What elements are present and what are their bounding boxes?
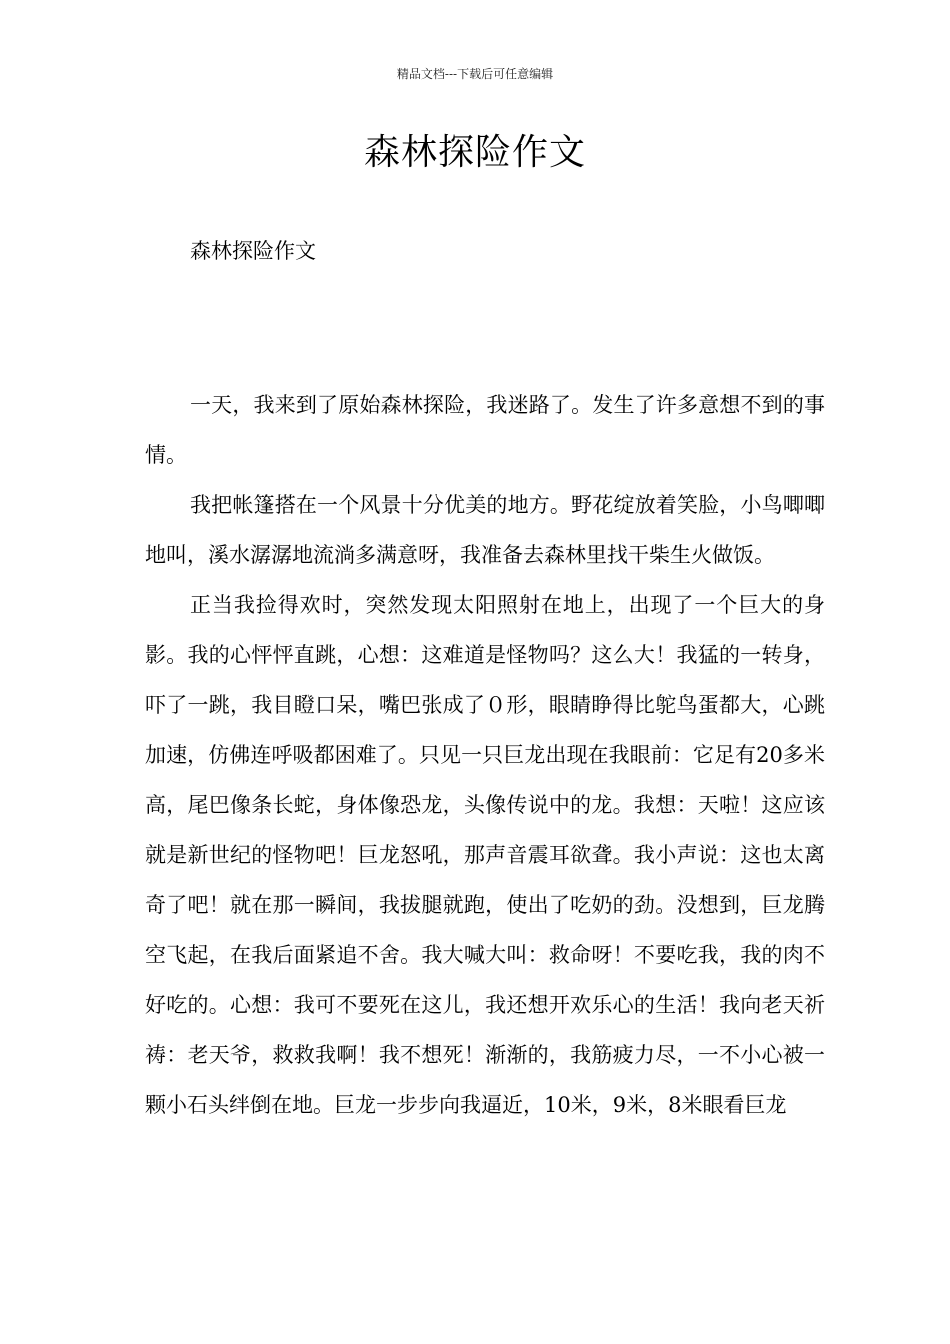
document-title: 森林探险作文 (363, 132, 586, 173)
header-note: 精品文档---下载后可任意编辑 (396, 67, 554, 81)
paragraph-camp: 我把帐篷搭在一个风景十分优美的地方。野花绽放着笑脸，小鸟唧唧地叫，溪水潺潺地流淌多满意呀，我准备去森林里找干柴生火做饭。 (145, 493, 825, 567)
document-body (145, 380, 825, 1130)
paragraph-dragon: 正当我捡得欢时，突然发现太阳照射在地上，出现了一个巨大的身影。我的心怦怦直跳，心想：这难道是怪物吗？这么大！我猛的一转身，吓了一跳，我目瞪口呆，嘴巴张成了０形，眼睛睁得比鸵鸟蛋都大，心跳加速，仿佛连呼吸都困难了。只见一只巨龙出现在我眼前：它足有20多米高，尾巴像条长蛇，身体像恐龙，头像传说中的龙。我想：天啦！这应该就是新世纪的怪物吧！巨龙怒吼，那声音震耳欲聋。我小声说：这也太离奇了吧！就在那一瞬间，我拔腿就跑，使出了吃奶的劲。没想到，巨龙腾空飞起，在我后面紧追不舍。我大喊大叫：救命呀！不要吃我，我的肉不好吃的。心想：我可不要死在这儿，我还想开欢乐心的生活！我向老天祈祷：老天爷，救救我啊！我不想死！渐渐的，我筋疲力尽，一不小心被一颗小石头绊倒在地。巨龙一步步向我逼近，10米，9米，8米眼看巨龙 (145, 593, 825, 1117)
paragraph-intro: 一天，我来到了原始森林探险，我迷路了。发生了许多意想不到的事情。 (145, 393, 825, 467)
document-subtitle: 森林探险作文 (190, 239, 316, 263)
